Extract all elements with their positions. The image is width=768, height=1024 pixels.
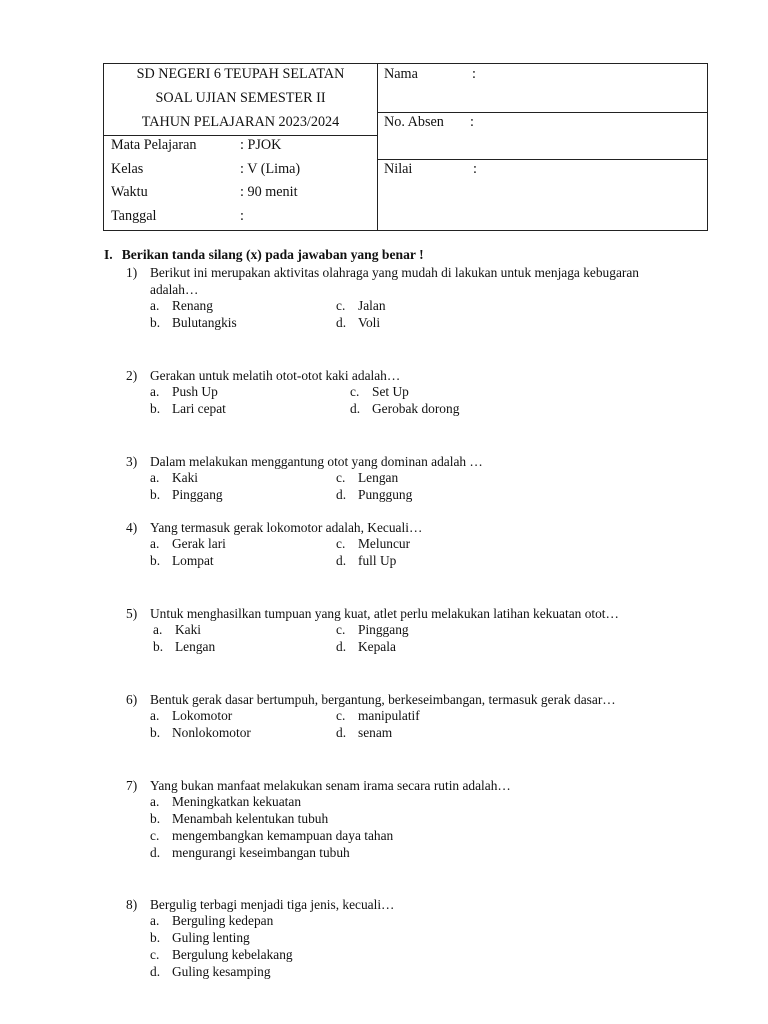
subject-label: Mata Pelajaran — [111, 137, 197, 153]
question-number: 4) — [126, 520, 138, 535]
option-a[interactable]: a. Kaki — [153, 622, 202, 637]
section-number: I. — [104, 247, 113, 262]
option-d[interactable]: d. Kepala — [336, 639, 396, 654]
question-stem: Yang bukan manfaat melakukan senam irama secara rutin adalah… — [150, 778, 511, 793]
question-stem: Bergulig terbagi menjadi tiga jenis, kecuali… — [150, 897, 395, 912]
question-stem: Untuk menghasilkan tumpuan yang kuat, atlet perlu melakukan latihan kekuatan otot… — [150, 606, 619, 621]
option-c[interactable]: c. Bergulung kebelakang — [150, 947, 293, 962]
question-8 — [126, 897, 686, 983]
header-divider-left — [104, 135, 377, 136]
roll-number-colon: : — [470, 114, 474, 130]
class-value: : V (Lima) — [240, 161, 301, 177]
option-a[interactable]: a. Meningkatkan kekuatan — [150, 794, 302, 809]
header-divider-vertical — [377, 64, 378, 230]
school-name: SD NEGERI 6 TEUPAH SELATAN — [136, 66, 345, 82]
exam-title: SOAL UJIAN SEMESTER II — [155, 90, 326, 106]
option-b[interactable]: b. Bulutangkis — [150, 315, 237, 330]
question-number: 5) — [126, 606, 138, 621]
section-instruction: Berikan tanda silang (x) pada jawaban yang benar ! — [121, 247, 424, 262]
header-divider-right-1 — [377, 112, 707, 113]
question-stem-continued: adalah… — [150, 282, 199, 297]
time-value: : 90 menit — [240, 184, 298, 200]
question-5 — [126, 606, 686, 658]
subject-value: : PJOK — [240, 137, 282, 153]
question-3 — [126, 454, 686, 506]
question-4 — [126, 520, 686, 572]
option-d[interactable]: d. senam — [336, 725, 393, 740]
question-number: 2) — [126, 368, 138, 383]
option-d[interactable]: d. full Up — [336, 553, 397, 568]
question-number: 1) — [126, 265, 138, 280]
name-label: Nama — [384, 66, 418, 82]
option-c[interactable]: c. Pinggang — [336, 622, 409, 637]
option-b[interactable]: b. Pinggang — [150, 487, 223, 502]
option-d[interactable]: d. Gerobak dorong — [350, 401, 460, 416]
option-b[interactable]: b. Guling lenting — [150, 930, 250, 945]
question-number: 8) — [126, 897, 138, 912]
option-c[interactable]: c. mengembangkan kemampuan daya tahan — [150, 828, 394, 843]
question-stem: Berikut ini merupakan aktivitas olahraga yang mudah di lakukan untuk menjaga kebugaran — [150, 265, 639, 280]
option-a[interactable]: a. Kaki — [150, 470, 199, 485]
academic-year: TAHUN PELAJARAN 2023/2024 — [141, 114, 340, 130]
question-number: 3) — [126, 454, 138, 469]
question-6 — [126, 692, 686, 744]
question-stem: Bentuk gerak dasar bertumpuh, bergantung, berkeseimbangan, termasuk gerak dasar… — [150, 692, 616, 707]
option-d[interactable]: d. Punggung — [336, 487, 413, 502]
exam-header-table — [103, 63, 708, 231]
name-colon: : — [472, 66, 476, 82]
option-c[interactable]: c. manipulatif — [336, 708, 420, 723]
option-a[interactable]: a. Push Up — [150, 384, 218, 399]
option-a[interactable]: a. Renang — [150, 298, 213, 313]
question-number: 7) — [126, 778, 138, 793]
question-stem: Yang termasuk gerak lokomotor adalah, Kecuali… — [150, 520, 423, 535]
score-label: Nilai — [384, 161, 413, 177]
option-b[interactable]: b. Menambah kelentukan tubuh — [150, 811, 329, 826]
question-7 — [126, 778, 686, 864]
class-label: Kelas — [111, 161, 144, 177]
date-label: Tanggal — [111, 208, 157, 224]
option-c[interactable]: c. Jalan — [336, 298, 386, 313]
option-a[interactable]: a. Lokomotor — [150, 708, 233, 723]
question-stem: Gerakan untuk melatih otot-otot kaki adalah… — [150, 368, 401, 383]
option-d[interactable]: d. Guling kesamping — [150, 964, 271, 979]
score-colon: : — [473, 161, 477, 177]
question-1 — [126, 265, 686, 335]
option-b[interactable]: b. Lari cepat — [150, 401, 226, 416]
option-b[interactable]: b. Lengan — [153, 639, 216, 654]
header-divider-right-2 — [377, 159, 707, 160]
option-a[interactable]: a. Gerak lari — [150, 536, 226, 551]
time-label: Waktu — [111, 184, 148, 200]
option-a[interactable]: a. Berguling kedepan — [150, 913, 274, 928]
option-b[interactable]: b. Nonlokomotor — [150, 725, 251, 740]
section-heading — [104, 247, 433, 263]
option-b[interactable]: b. Lompat — [150, 553, 214, 568]
option-c[interactable]: c. Set Up — [350, 384, 409, 399]
option-d[interactable]: d. Voli — [336, 315, 381, 330]
option-c[interactable]: c. Meluncur — [336, 536, 411, 551]
question-2 — [126, 368, 686, 420]
question-stem: Dalam melakukan menggantung otot yang dominan adalah … — [150, 454, 483, 469]
option-c[interactable]: c. Lengan — [336, 470, 399, 485]
option-d[interactable]: d. mengurangi keseimbangan tubuh — [150, 845, 350, 860]
date-value: : — [240, 208, 244, 224]
roll-number-label: No. Absen — [384, 114, 444, 130]
question-number: 6) — [126, 692, 138, 707]
